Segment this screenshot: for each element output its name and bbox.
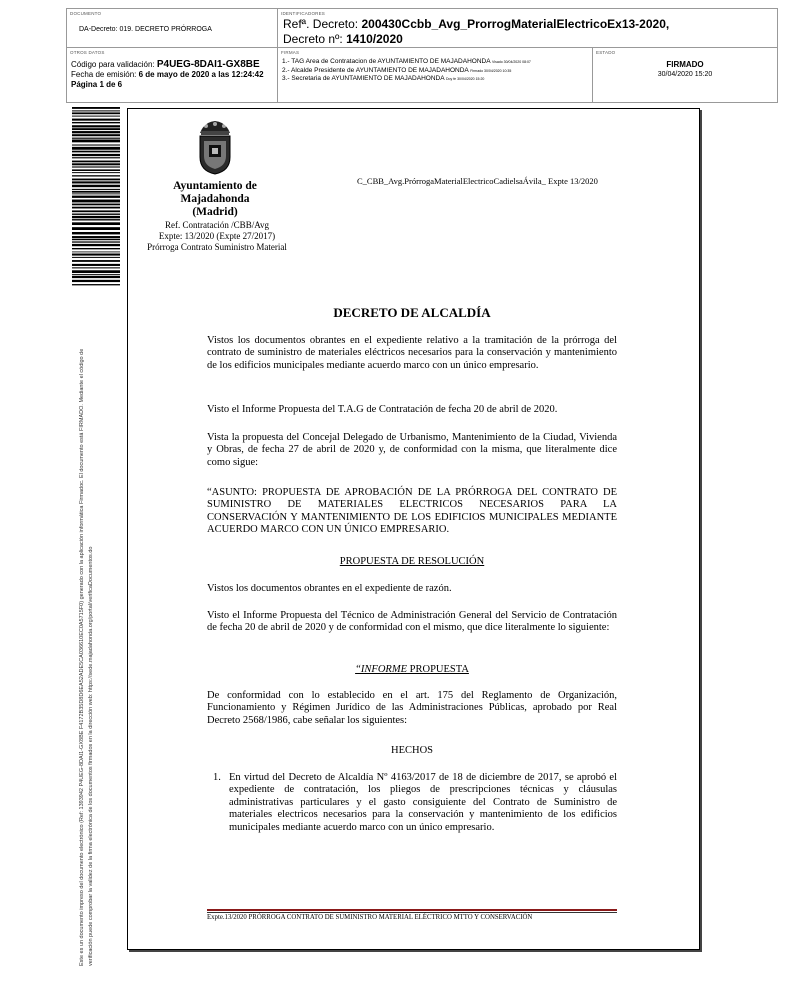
paragraph-4: “ASUNTO: PROPUESTA DE APROBACIÓN DE LA PRÓRROGA DEL CONTRATO DE SUMINISTRO DE MATERIALES ELECTRICOS NECESARIOS PARA LA CONSERVACIÓN Y MANTENIMIENTO DE LOS EDIFICIOS MUNICIPALES MEDIANTE ACUERDO MARCO CON UN ÚNICO EMPRESARIO. [207,487,617,536]
footer-rule [207,909,617,911]
paragraph-7: De conformidad con lo establecido en el art. 175 del Reglamento de Organización, Funcionamiento y Régimen Jurídico de las Administraciones Públicas, aprobado por Real Decreto 2568/1986, cabe señalar los siguientes: [207,690,617,726]
vertical-note-line1: Este es un documento impreso del documento electrónico (Ref: 1393942 P4UEG-8DAI1-GX8BE F4172B35D8D6EA52ADE5CA036610EC0A5715F0) generado con la aplicación informática Firmadoc. El documento está FIRMADO. Mediante el código de [79,348,85,966]
propuesta-heading: PROPUESTA DE RESOLUCIÓN [339,556,485,567]
validation-info [71,60,264,90]
list-item-number: 1. [213,772,221,783]
codigo-label: Código para validación: [71,60,155,69]
paragraph-5: Vistos los documentos obrantes en el expediente de razón. [207,583,452,594]
ref-value: 200430Ccbb_Avg_ProrrogMaterialElectricoEx13-2020, [361,17,670,31]
paragraph-1: Vistos los documentos obrantes en el expediente relativo a la tramitación de la prórroga del contrato de suministro de materiales eléctricos necesarios para la conservación y mantenimiento de los edificios municipales mediante acuerdo marco con un único empresario. [207,335,617,371]
barcode-icon [72,107,120,287]
status-badge: FIRMADO [666,60,704,69]
document-metadata-header [66,8,778,103]
paragraph-2: Visto el Informe Propuesta del T.A.G de Contratación de fecha 20 de abril de 2020. [207,404,558,415]
documento-caption: DOCUMENTO [70,11,102,16]
identificadores-caption: IDENTIFICADORES [281,11,326,16]
coat-of-arms-icon [192,117,238,175]
otros-datos-cell [67,48,278,102]
footer-rule-thin [207,912,617,913]
decreto-value: 1410/2020 [346,32,403,46]
informe-heading-rest: PROPUESTA [407,664,469,675]
hechos-heading: HECHOS [390,745,433,756]
page-footer: Expte.13/2020 PRÓRROGA CONTRATO DE SUMINISTRO MATERIAL ELÉCTRICO MTTO Y CONSERVACIÓN [207,914,533,921]
paragraph-6: Visto el Informe Propuesta del Técnico de Administración General del Servicio de Contratación de fecha 20 de abril de 2020 y de conformidad con el mismo, que dice literalmente lo siguiente: [207,610,617,634]
documento-cell [67,9,278,48]
page-title: DECRETO DE ALCALDÍA [333,305,491,320]
otros-caption: OTROS DATOS [70,50,105,55]
signature-item: 3.- Secretaria de AYUNTAMIENTO DE MAJADAHONDA Doy fe 30/04/2020 15:20 [282,75,485,82]
identificadores-cell [278,9,777,48]
file-reference: C_CBB_Avg.PrórrogaMaterialElectricoCadielsaÁvila_ Expte 13/2020 [357,176,598,186]
decreto-label: Decreto nº: [283,32,343,46]
fecha-value: 6 de mayo de 2020 a las 12:24:42 [138,70,264,79]
letterhead-references: Ref. Contratación /CBB/Avg Expte: 13/2020 (Expte 27/2017) Prórroga Contrato Suministro Material [147,220,287,252]
estado-caption: ESTADO [596,50,616,55]
signature-item: 1.- TAG Area de Contratacion de AYUNTAMIENTO DE MAJADAHONDA Visado 30/04/2020 08:07 [282,58,531,65]
signatures-list [282,58,531,84]
signature-item: 2.- Alcalde Presidente de AYUNTAMIENTO DE MAJADAHONDA Firmado 30/04/2020 10:35 [282,66,512,74]
pagina-value: Página 1 de 6 [71,80,123,89]
list-item: En virtud del Decreto de Alcaldía Nº 4163/2017 de 18 de diciembre de 2017, se aprobó el expediente de contratación, los pliegos de prescripciones técnicas y cláusulas administrativas particulares y el gasto consiguiente del Contrato de Suministro de materiales electricos necesarios para la conservación y mantenimiento de los edificios municipales mediante acuerdo marco con un único empresario. [229,772,617,833]
firmas-cell [278,48,593,102]
identifiers-text [283,17,669,47]
informe-heading [207,664,617,675]
status-date: 30/04/2020 15:20 [657,71,713,78]
fecha-label: Fecha de emisión: [71,70,137,79]
ref-label: Refª. Decreto: [283,17,359,31]
paragraph-3: Vista la propuesta del Concejal Delegado de Urbanismo, Mantenimiento de la Ciudad, Vivienda y Obras, de fecha 27 de abril de 2020 y, de conformidad con la misma, que literalmente dice como sigue: [207,432,617,468]
vertical-note-line2: verificación puede comprobar la validez de la firma electrónica de los documentos firmados en la dirección web: https://sede.majadahonda.org/portal/verificaDocumentos.do [87,546,94,966]
firmas-caption: FIRMAS [281,50,300,55]
estado-cell [593,48,777,102]
codigo-value: P4UEG-8DAI1-GX8BE [156,59,260,70]
informe-heading-italic: “INFORME [355,664,408,675]
organization-name: Ayuntamiento de Majadahonda (Madrid) [173,180,257,218]
documento-value: DA-Decreto: 019. DECRETO PRÓRROGA [79,26,212,33]
vertical-verification-note [78,302,95,966]
